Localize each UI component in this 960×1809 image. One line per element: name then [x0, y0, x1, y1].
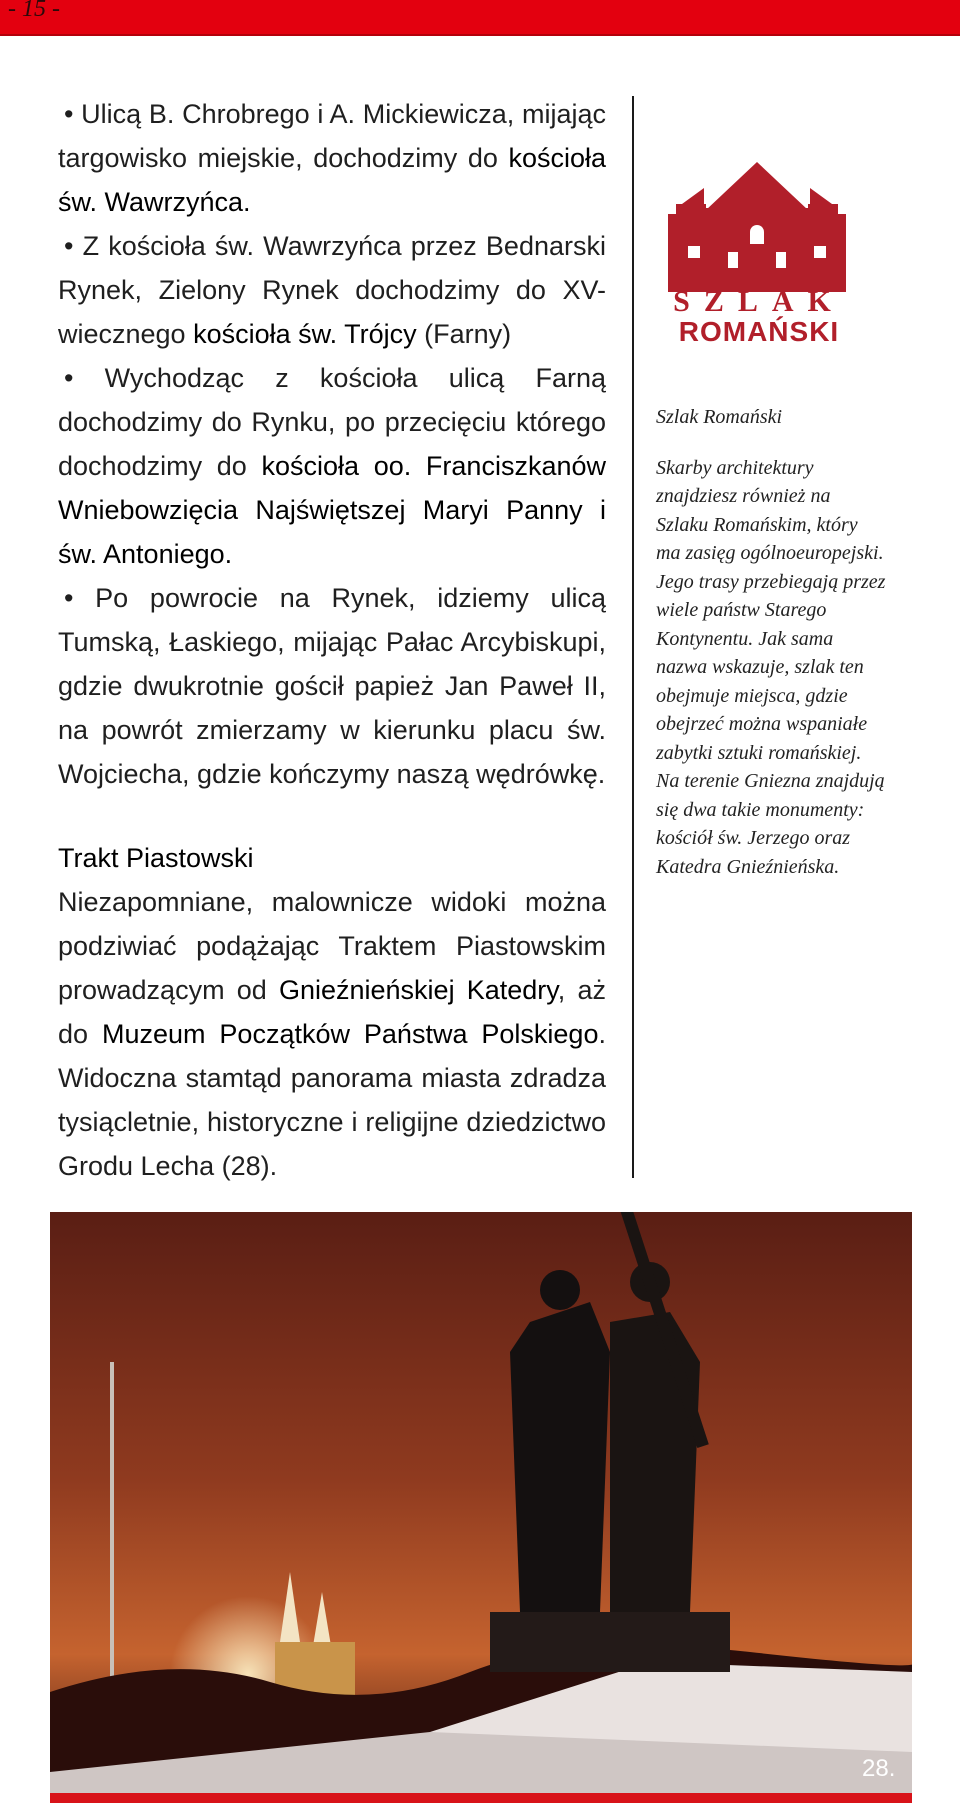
paragraph-3	[58, 356, 606, 576]
paragraph-2-end: (Farny)	[416, 319, 512, 349]
column-divider	[632, 96, 634, 1178]
sidebar-title: Szlak Romański	[656, 406, 783, 428]
paragraph-5	[58, 880, 606, 1188]
paragraph-1-highlight: kościoła św. Wawrzyńca.	[58, 143, 606, 217]
paragraph-4: • Po powrocie na Rynek, idziemy ulicą Tumską, Łaskiego, mijając Pałac Arcybiskupi, gdzie dwukrotnie gościł papież Jan Paweł II, na powrót zmierzamy w kierunku placu św. Wojciecha, gdzie kończymy naszą wędrówkę.	[58, 583, 606, 789]
paragraph-5-text-d: . Widoczna stamtąd panorama miasta zdradza tysiącletnie, historyczne i religijne dziedzictwo Grodu Lecha (28).	[58, 1019, 606, 1181]
paragraph-1-text: • Ulicą B. Chrobrego i A. Mickiewicza, mijając targowisko miejskie, dochodzimy do	[58, 99, 606, 173]
paragraph-3-text: • Wychodząc z kościoła ulicą Farną dochodzimy do Rynku, po przecięciu którego dochodzimy do	[58, 363, 606, 481]
paragraph-5-highlight-1: Gnieźnieńskiej Katedry	[278, 975, 558, 1005]
paragraph-5-highlight-2: Muzeum Początków Państwa Polskiego	[101, 1019, 599, 1049]
paragraph-2-highlight: kościoła św. Trójcy	[193, 319, 417, 349]
paragraph-5-text-c: , aż do	[58, 975, 606, 1049]
night-monument-photo	[50, 1212, 912, 1802]
logo-word-romanski: ROMAŃSKI	[678, 316, 840, 347]
main-text-column	[58, 92, 606, 1188]
sidebar-text: Skarby architektury znajdziesz również na Szlaku Romańskim, który ma zasięg ogólnoeuropejski. Jego trasy przebiegają przez wiele państw Starego Kontynentu. Jak sama nazwa wskazuje, szlak ten obejmuje miejsca, gdzie obejrzeć można wspaniałe zabytki sztuki romańskiej. Na terenie Gniezna znajdują się dwa takie monumenty: kościół św. Jerzego oraz Katedra Gnieźnieńska.	[656, 456, 886, 878]
section-heading: Trakt Piastowski	[58, 843, 254, 873]
top-red-bar	[0, 0, 960, 36]
photo-label: 28.	[862, 1755, 896, 1782]
logo-word-szlak: SZLAK	[673, 285, 845, 318]
paragraph-3-highlight: kościoła oo. Franciszkanów Wniebowzięcia Najświętszej Maryi Panny i św. Antoniego.	[58, 451, 606, 569]
paragraph-5-text-a: Niezapomniane, malownicze widoki można podziwiać podążając Traktem Piastowskim prowadzącym od	[58, 887, 606, 1005]
paragraph-2-text: • Z kościoła św. Wawrzyńca przez Bednarski Rynek, Zielony Rynek dochodzimy do XV-wiecznego	[58, 231, 606, 349]
paragraph-2	[58, 224, 606, 356]
sidebar	[656, 403, 886, 881]
paragraph-1	[58, 92, 606, 224]
page-number: - 15 -	[8, 0, 60, 22]
photo-bottom-bar	[50, 1793, 912, 1803]
